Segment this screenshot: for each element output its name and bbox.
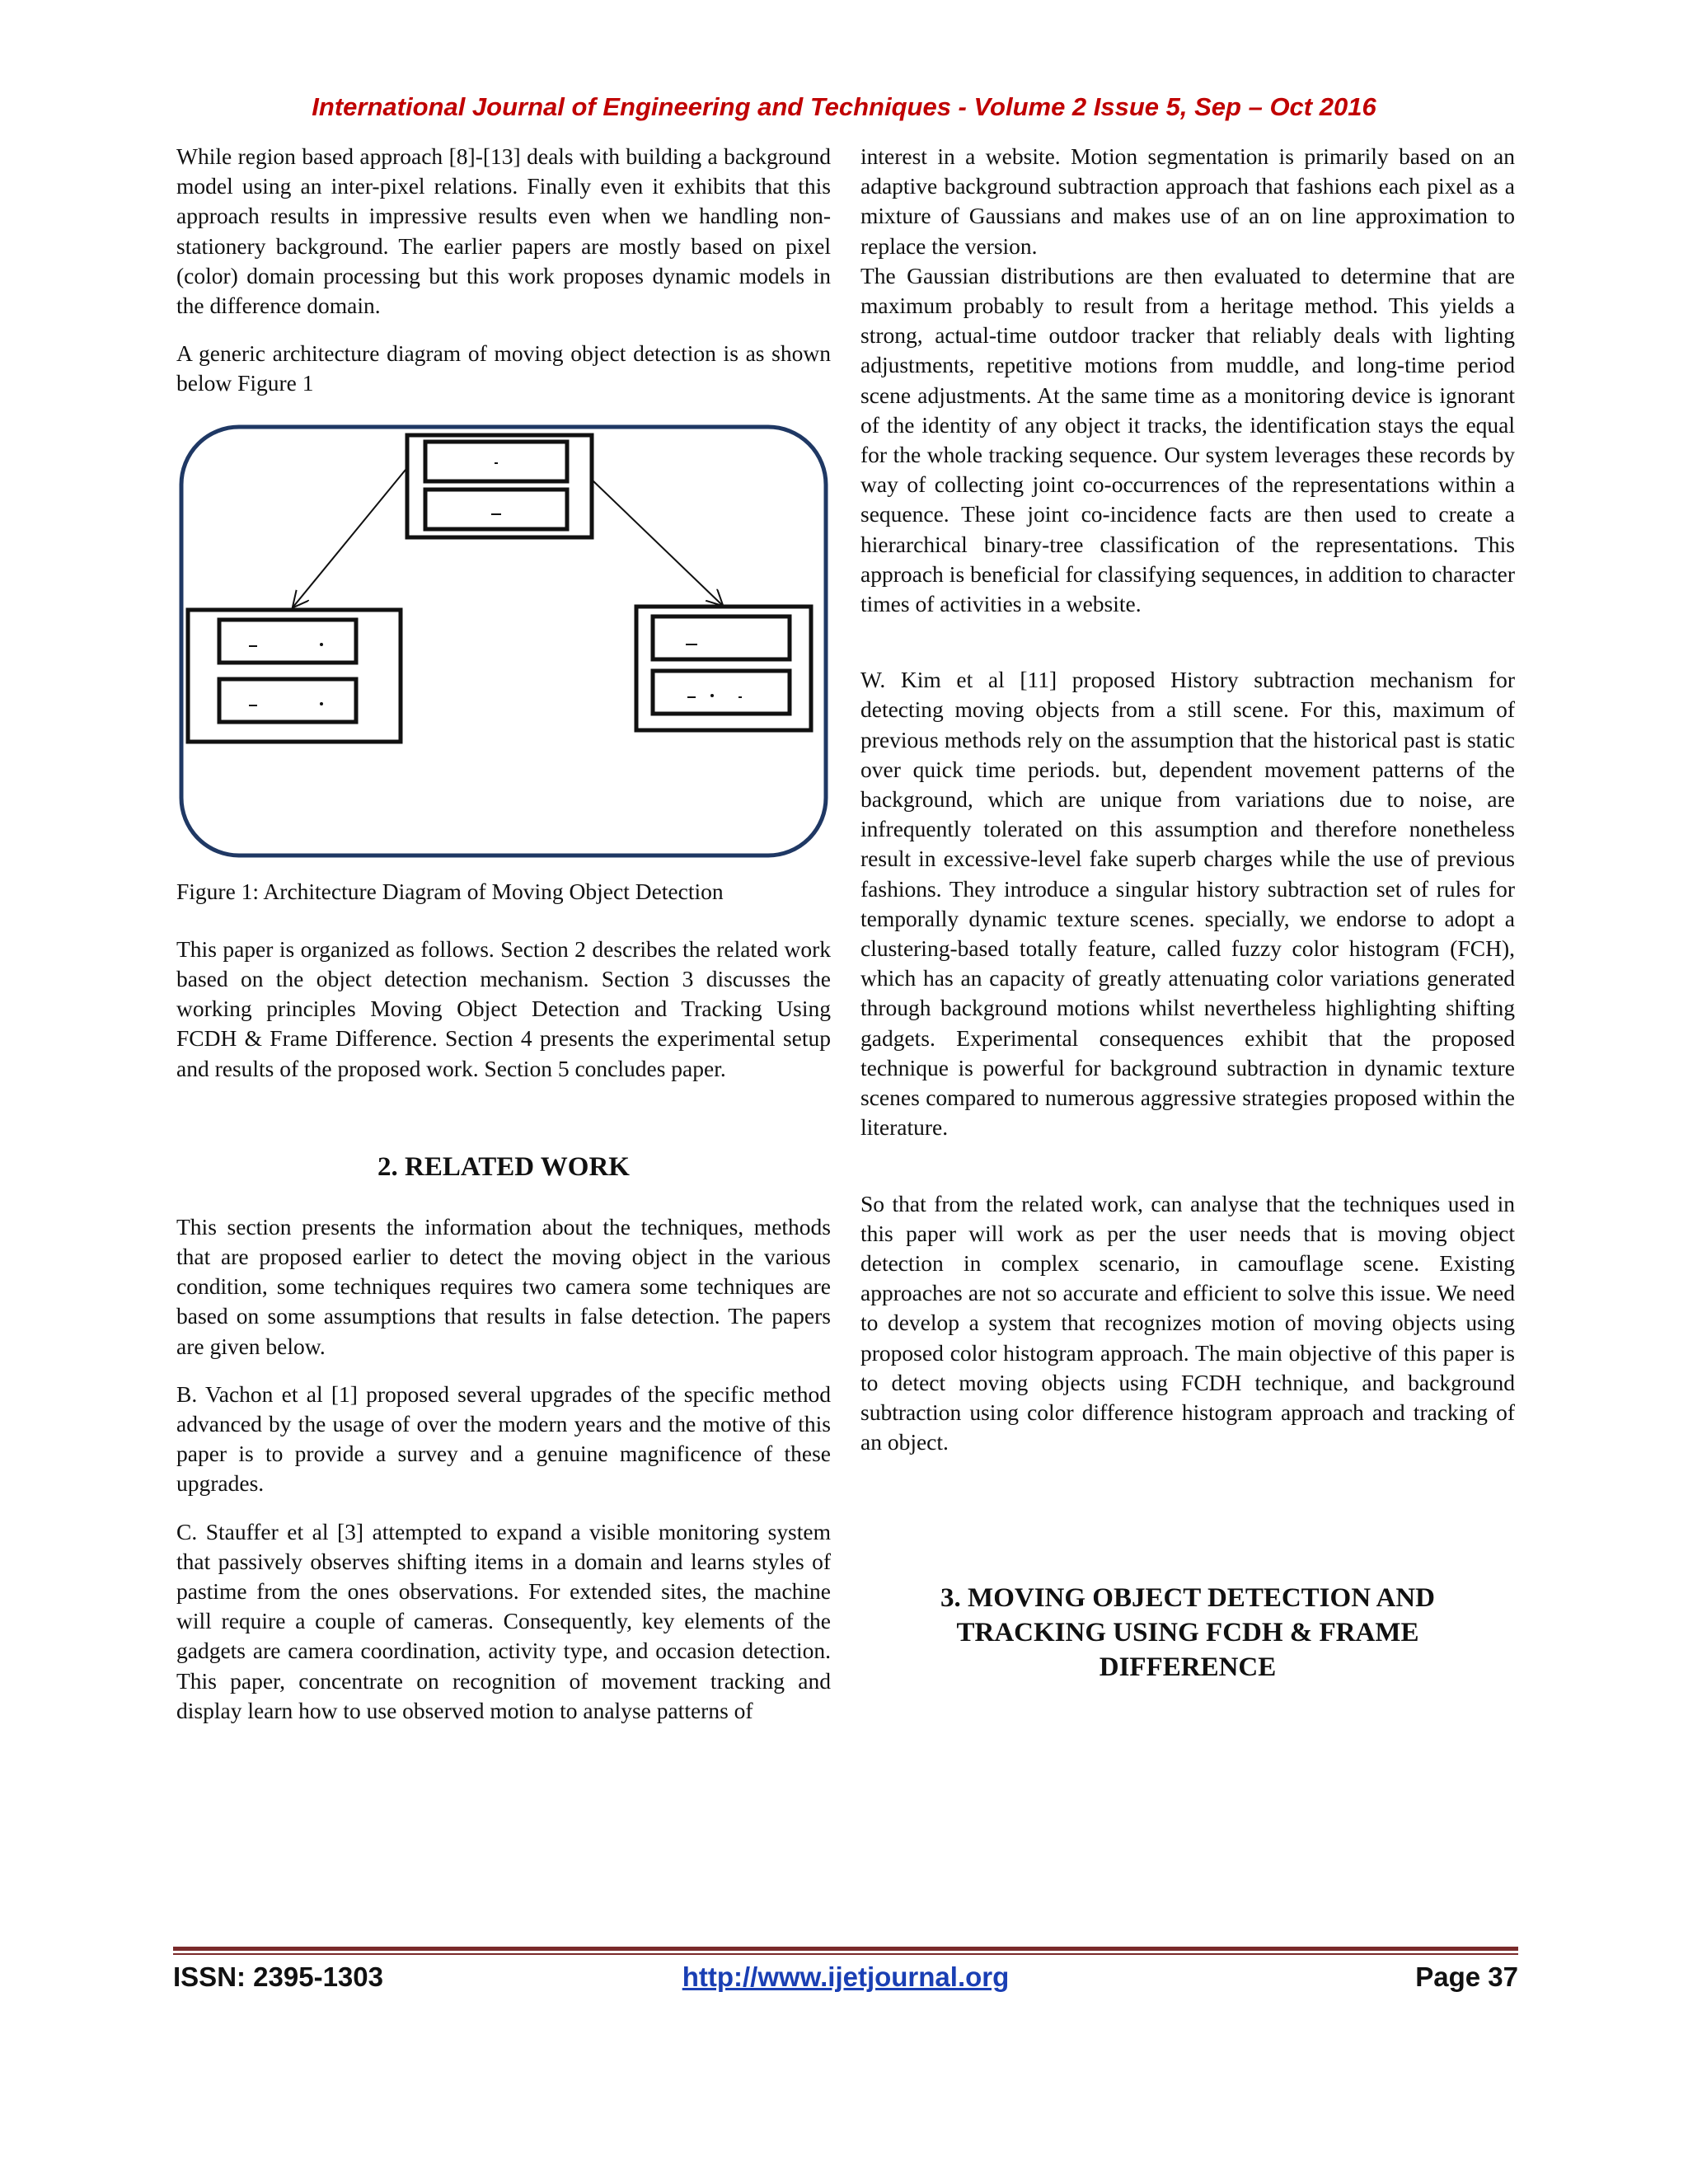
- left-block: [188, 610, 401, 742]
- section-heading: 2. RELATED WORK: [377, 1151, 630, 1182]
- left-column: [176, 142, 831, 1726]
- paragraph: So that from the related work, can analyse that the techniques used in this paper will work as per the user needs that is moving object detection in complex scenario, in camouflage scene. Existing approaches are not so accurate and efficient to solve this issue. We need to develop a system that recognizes motion of moving objects using proposed color histogram approach. The main objective of this paper is to detect moving objects using FCDH technique, and background subtraction using color difference histogram approach and tracking of an object.: [860, 1190, 1515, 1455]
- paragraph: W. Kim et al [11] proposed History subtraction mechanism for detecting moving objects from a still scene. For this, maximum of previous methods rely on the assumption that the historical past is static over quick time periods. but, dependent movement patterns of the background, which are unique from variations due to noise, are infrequently tolerated on this assumption and therefore nonetheless result in excessive-level fake superb charges while the use of previous fashions. They introduce a singular history subtraction set of rules for temporally dynamic texture scenes. specially, we endorse to adopt a clustering-based totally feature, called fuzzy color histogram (FCH), which has an capacity of greatly attenuating color variations generated through background motions whilst nevertheless highlighting shifting gadgets. Experimental consequences exhibit that the proposed technique is powerful for background subtraction in dynamic texture scenes compared to numerous aggressive strategies proposed within the literature.: [860, 667, 1515, 1141]
- right-block: [636, 607, 811, 730]
- paragraph: interest in a website. Motion segmentation is primarily based on an adaptive background subtraction approach that fashions each pixel as a mixture of Gaussians and makes use of an on line approximation to replace the version.: [860, 143, 1515, 259]
- paragraph: C. Stauffer et al [3] attempted to expand a visible monitoring system that passively observes shifting items in a domain and learns styles of pastime from the ones observations. For extended sites, the machine will require a couple of cameras. Consequently, key elements of the gadgets are camera coordination, activity type, and occasion detection. This paper, concentrate on recognition of movement tracking and display learn how to use observed motion to analyse patterns of: [176, 1518, 831, 1723]
- arrow-right: [592, 480, 722, 605]
- journal-url-link[interactable]: http://www.ijetjournal.org: [682, 1961, 1010, 1992]
- arrow-left: [293, 470, 406, 607]
- paragraph: A generic architecture diagram of moving object detection is as shown below Figure 1: [176, 340, 831, 396]
- paragraph: B. Vachon et al [1] proposed several upgrades of the specific method advanced by the usage of over the modern years and the motive of this paper is to provide a survey and a genuine magnificence of these upgrades.: [176, 1380, 831, 1497]
- right-column: [860, 142, 1515, 1685]
- top-block: [407, 435, 592, 537]
- paragraph: The Gaussian distributions are then evaluated to determine that are maximum probably to result from a heritage method. This yields a strong, actual-time outdoor tracker that reliably deals with lighting adjustments, repetitive motions from muddle, and long-time period scene adjustments. At the same time as a monitoring device is ignorant of the identity of any object it tracks, the identification stays the equal for the whole tracking sequence. Our system leverages these records by way of collecting joint co-occurrences of the representations within a sequence. These joint co-incidence facts are then used to create a hierarchical binary-tree classification of the representations. This approach is beneficial for classifying sequences, in addition to character times of activities in a website.: [860, 262, 1515, 617]
- issn: ISSN: 2395-1303: [173, 1961, 383, 1992]
- section-heading-line: TRACKING USING FCDH & FRAME: [956, 1618, 1419, 1648]
- spacer: [860, 1523, 1515, 1581]
- section-heading-line: DIFFERENCE: [1099, 1652, 1277, 1683]
- page-footer: [173, 1961, 1518, 2001]
- page-number: Page 37: [1415, 1961, 1518, 1992]
- figure-caption: Figure 1: Architecture Diagram of Moving Object Detection: [176, 878, 724, 904]
- paragraph: While region based approach [8]-[13] deals with building a background model using an inter-pixel relations. Finally even it exhibits that this approach results in impressive results even when we handling non-stationery background. The earlier papers are mostly based on pixel (color) domain processing but this work proposes dynamic models in the difference domain.: [176, 143, 831, 319]
- paragraph: This paper is organized as follows. Section 2 describes the related work based on the object detection mechanism. Section 3 discusses the working principles Moving Object Detection and Tracking Using FCDH & Frame Difference. Section 4 presents the experimental setup and results of the proposed work. Section 5 concludes paper.: [176, 935, 831, 1081]
- architecture-diagram: [178, 424, 831, 877]
- paragraph: This section presents the information about the techniques, methods that are proposed earlier to detect the moving object in the various condition, some techniques requires two camera some techniques are based on some assumptions that results in false detection. The papers are given below.: [176, 1213, 831, 1359]
- footer-rule: [173, 1947, 1518, 1951]
- section-heading-line: 3. MOVING OBJECT DETECTION AND: [940, 1583, 1435, 1614]
- footer-rule: [173, 1953, 1518, 1955]
- architecture-figure: [176, 424, 831, 877]
- journal-header: International Journal of Engineering and Techniques - Volume 2 Issue 5, Sep – Oct 2016: [312, 92, 1376, 121]
